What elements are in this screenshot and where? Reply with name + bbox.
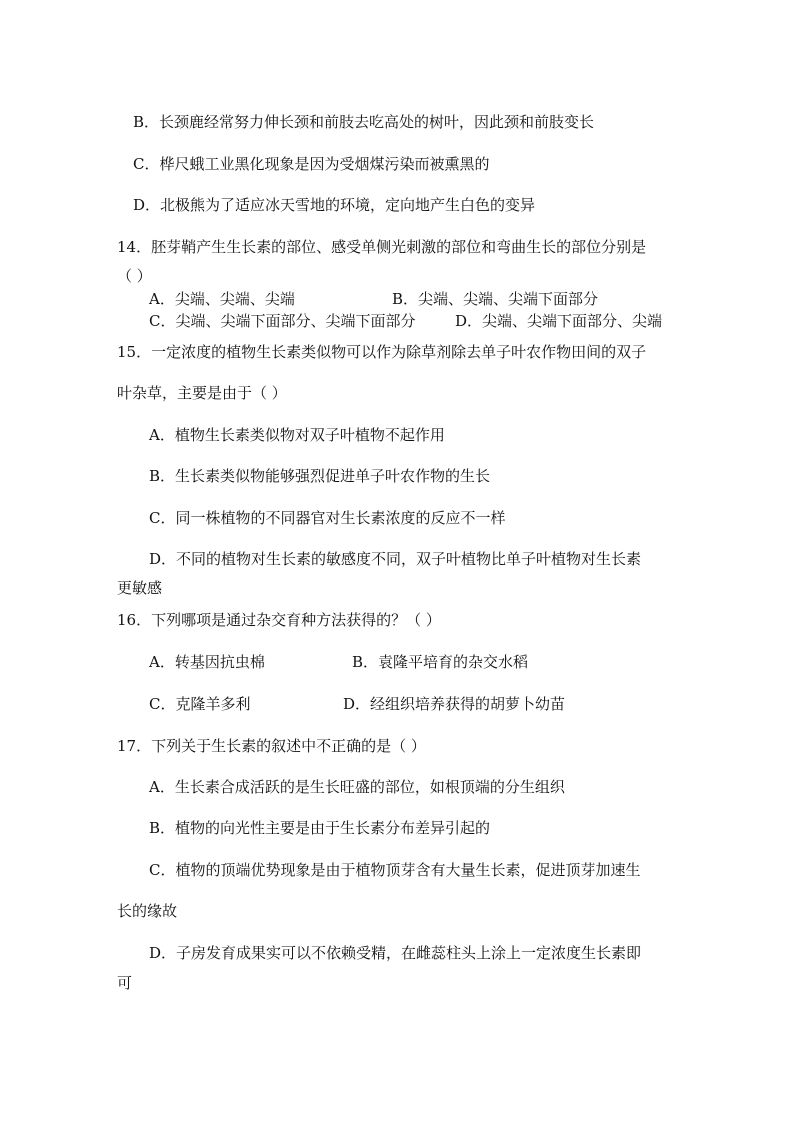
q13-option-d: D．北极熊为了适应冰天雪地的环境，定向地产生白色的变异: [133, 196, 536, 214]
q17-option-c-line1: C．植物的顶端优势现象是由于植物顶芽含有大量生长素，促进顶芽加速生: [149, 861, 641, 879]
q14-stem-line2: （ ）: [117, 267, 152, 285]
q17-option-c-line2: 长的缘故: [117, 902, 178, 920]
q15-option-c: C．同一株植物的不同器官对生长素浓度的反应不一样: [149, 509, 506, 527]
q14-option-c: C．尖端、尖端下面部分、尖端下面部分: [149, 312, 416, 330]
q16-option-a: A．转基因抗虫棉: [149, 653, 265, 671]
q14-option-d: D．尖端、尖端下面部分、尖端: [455, 312, 663, 330]
q16-option-c: C．克隆羊多利: [149, 695, 251, 713]
q15-option-d-line2: 更敏感: [117, 579, 163, 597]
q15-option-a: A．植物生长素类似物对双子叶植物不起作用: [149, 426, 445, 444]
q16-stem: 16．下列哪项是通过杂交育种方法获得的？（ ）: [117, 611, 441, 629]
q17-option-d-line1: D．子房发育成果实可以不依赖受精，在雌蕊柱头上涂上一定浓度生长素即: [149, 944, 642, 962]
q17-option-b: B．植物的向光性主要是由于生长素分布差异引起的: [149, 819, 491, 837]
q17-option-a: A．生长素合成活跃的是生长旺盛的部位，如根顶端的分生组织: [149, 778, 565, 796]
q13-option-c: C．桦尺蛾工业黑化现象是因为受烟煤污染而被熏黑的: [133, 155, 490, 173]
q17-option-d-line2: 可: [117, 974, 133, 992]
q14-option-a: A．尖端、尖端、尖端: [149, 290, 295, 308]
q15-stem-line1: 15．一定浓度的植物生长素类似物可以作为除草剂除去单子叶农作物田间的双子: [117, 343, 647, 361]
q13-option-b: B．长颈鹿经常努力伸长颈和前肢去吃高处的树叶，因此颈和前肢变长: [133, 113, 595, 131]
q15-option-b: B．生长素类似物能够强烈促进单子叶农作物的生长: [149, 467, 491, 485]
q14-stem-line1: 14．胚芽鞘产生生长素的部位、感受单侧光刺激的部位和弯曲生长的部位分别是: [117, 238, 647, 256]
q15-stem-line2: 叶杂草，主要是由于（ ）: [117, 384, 287, 402]
q16-option-b: B．袁隆平培育的杂交水稻: [352, 653, 529, 671]
q14-option-b: B．尖端、尖端、尖端下面部分: [392, 290, 599, 308]
q16-option-d: D．经组织培养获得的胡萝卜幼苗: [343, 695, 566, 713]
q15-option-d-line1: D．不同的植物对生长素的敏感度不同，双子叶植物比单子叶植物对生长素: [149, 550, 642, 568]
q17-stem: 17．下列关于生长素的叙述中不正确的是（ ）: [117, 737, 426, 755]
